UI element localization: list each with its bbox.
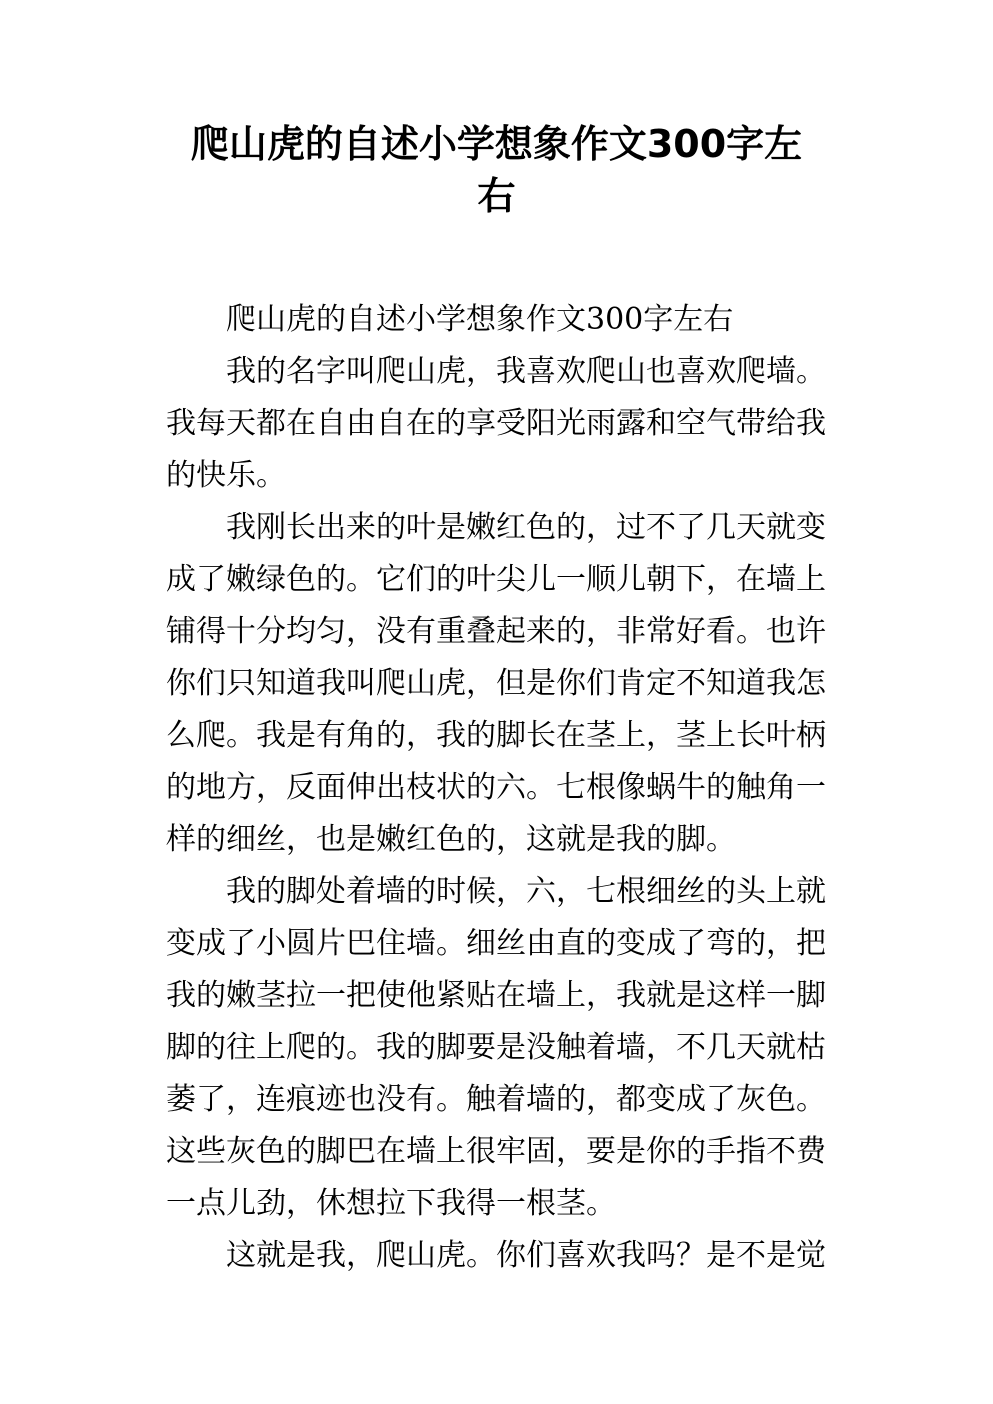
paragraph	[166, 346, 846, 502]
text-line: 爬山虎的自述小学想象作文300字左右	[226, 302, 734, 337]
text-line: 成了嫩绿色的。它们的叶尖儿一顺儿朝下，在墙上	[166, 562, 826, 597]
title-line: 右	[477, 174, 516, 218]
text-line: 你们只知道我叫爬山虎，但是你们肯定不知道我怎	[166, 666, 826, 701]
text-line: 么爬。我是有角的，我的脚长在茎上，茎上长叶柄	[166, 718, 826, 753]
title-line: 爬山虎的自述小学想象作文300字左	[190, 122, 803, 166]
text-line: 我每天都在自由自在的享受阳光雨露和空气带给我	[166, 406, 826, 441]
text-line: 我的名字叫爬山虎，我喜欢爬山也喜欢爬墙。	[226, 354, 826, 389]
text-line: 我刚长出来的叶是嫩红色的，过不了几天就变	[226, 510, 826, 545]
text-line: 的地方，反面伸出枝状的六。七根像蜗牛的触角一	[166, 770, 826, 805]
text-line: 脚的往上爬的。我的脚要是没触着墙，不几天就枯	[166, 1030, 826, 1065]
paragraph	[166, 294, 846, 346]
text-line: 这就是我，爬山虎。你们喜欢我吗？是不是觉	[226, 1238, 826, 1273]
text-line: 萎了，连痕迹也没有。触着墙的，都变成了灰色。	[166, 1082, 826, 1117]
text-line: 样的细丝，也是嫩红色的，这就是我的脚。	[166, 822, 736, 857]
text-line: 这些灰色的脚巴在墙上很牢固，要是你的手指不费	[166, 1134, 826, 1169]
paragraph	[166, 1230, 846, 1282]
text-line: 的快乐。	[166, 458, 286, 493]
text-line: 我的嫩茎拉一把使他紧贴在墙上，我就是这样一脚	[166, 978, 826, 1013]
text-line: 铺得十分均匀，没有重叠起来的，非常好看。也许	[166, 614, 826, 649]
paragraph	[166, 502, 846, 866]
document-title	[100, 118, 893, 222]
document-body	[166, 294, 846, 1282]
text-line: 一点儿劲，休想拉下我得一根茎。	[166, 1186, 616, 1221]
text-line: 我的脚处着墙的时候，六，七根细丝的头上就	[226, 874, 826, 909]
paragraph	[166, 866, 846, 1230]
text-line: 变成了小圆片巴住墙。细丝由直的变成了弯的，把	[166, 926, 826, 961]
